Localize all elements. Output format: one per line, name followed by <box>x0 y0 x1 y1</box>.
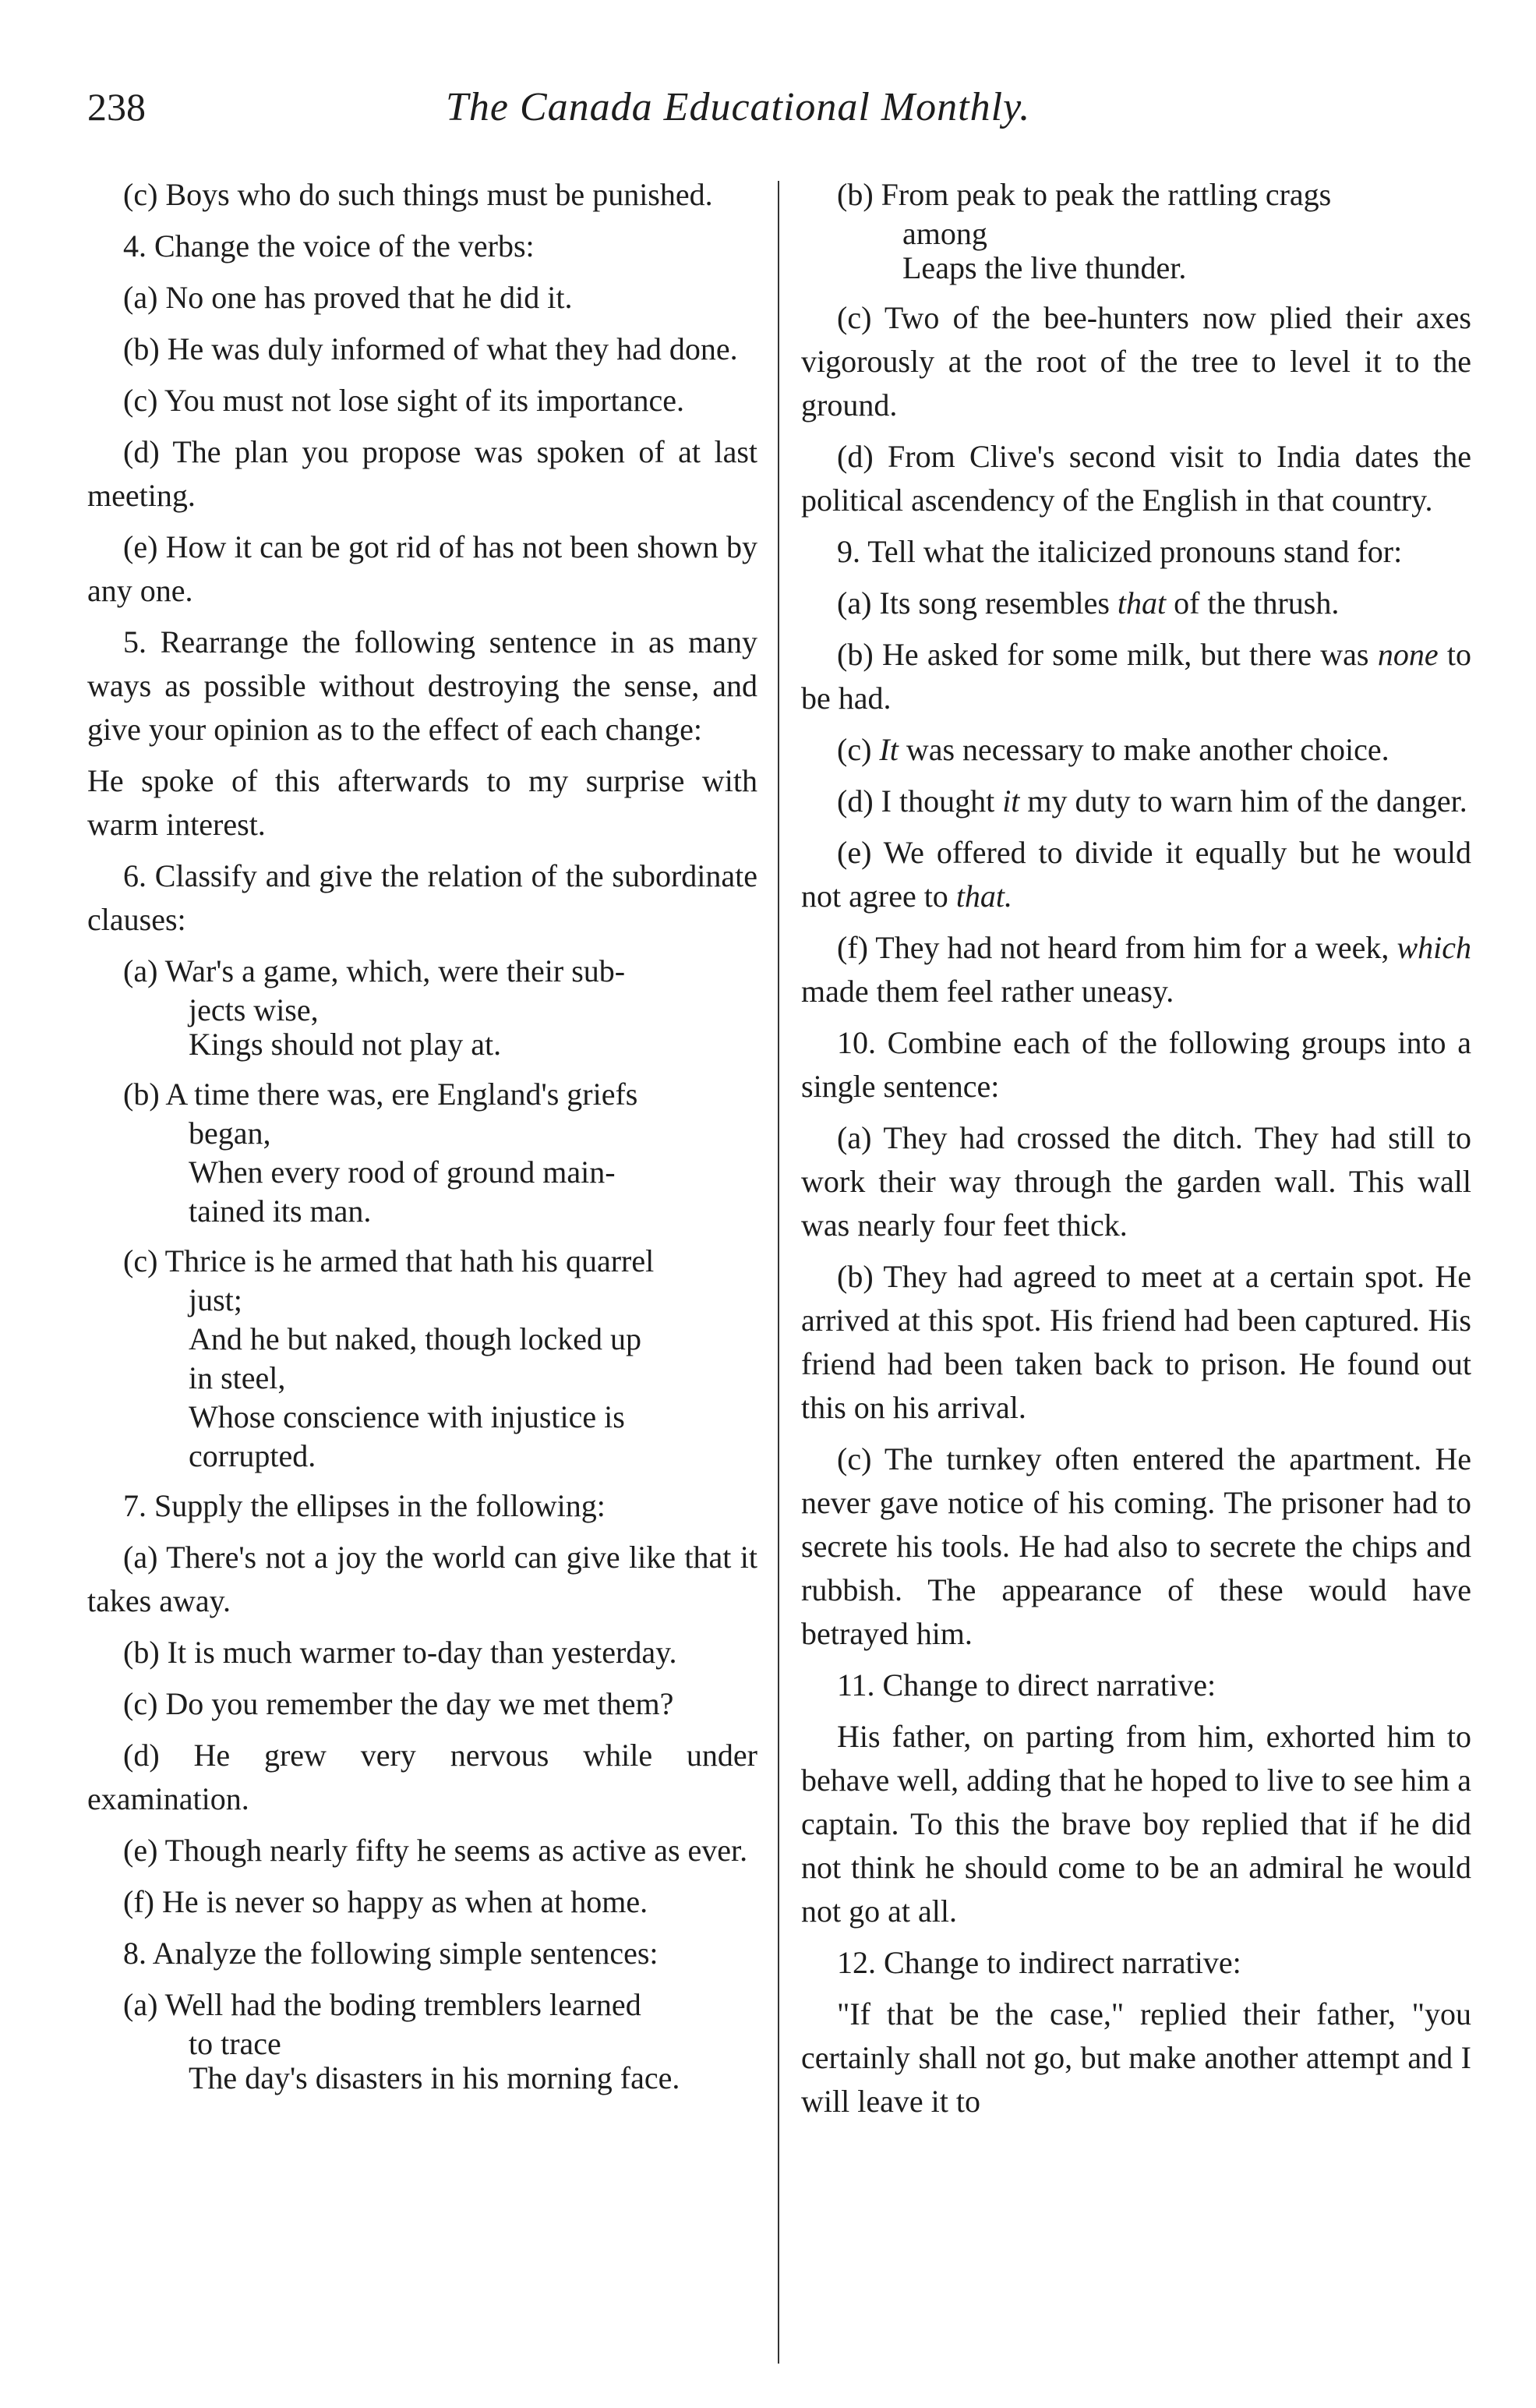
question-9e <box>801 831 1471 918</box>
question-4b: (b) He was duly informed of what they had done. <box>123 331 738 366</box>
question-11: 11. Change to direct narrative: <box>837 1667 1216 1703</box>
question-9: 9. Tell what the italicized pronouns stand for: <box>837 534 1403 569</box>
question-8c: (c) Two of the bee-hunters now plied their axes vigorously at the root of the tree to level it to the ground. <box>801 300 1471 423</box>
verse-8a <box>123 1983 757 2095</box>
question-8: 8. Analyze the following simple sentences: <box>123 1936 659 1971</box>
question-6: 6. Classify and give the relation of the subordinate clauses: <box>87 858 757 937</box>
question-9f <box>801 926 1471 1013</box>
question-10c: (c) The turnkey often entered the apartment. He never gave notice of his coming. The prisoner had to secrete his tools. He had also to secrete the chips and rubbish. The appearance of these would have betrayed him. <box>801 1441 1471 1651</box>
italic-pronoun: which <box>1397 930 1471 965</box>
question-7b: (b) It is much warmer to-day than yesterday. <box>123 1635 677 1670</box>
question-9b <box>801 633 1471 720</box>
verse-6a <box>123 949 757 1062</box>
question-4d: (d) The plan you propose was spoken of at last meeting. <box>87 434 757 513</box>
text-run: of the thrush. <box>1166 585 1340 621</box>
verse-line: to trace <box>189 2026 281 2061</box>
verse-line: just; <box>189 1282 242 1317</box>
question-5: 5. Rearrange the following sentence in as many ways as possible without destroying the sense, and give your opinion as to the effect of each change: <box>87 624 757 747</box>
question-12-text: "If that be the case," replied their father, "you certainly shall not go, but make another attempt and I will leave it to <box>801 1996 1471 2119</box>
text-run: (d) I thought <box>837 783 1003 819</box>
page-number: 238 <box>87 85 146 129</box>
question-9c <box>801 728 1471 772</box>
running-title: The Canada Educational Monthly. <box>446 85 1031 129</box>
right-column <box>801 173 1471 2131</box>
text-run: made them feel rather uneasy. <box>801 974 1174 1009</box>
verse-line: corrupted. <box>189 1438 316 1473</box>
verse-line: (b) From peak to peak the rattling crags <box>837 177 1332 212</box>
page-header <box>87 84 1459 147</box>
left-column <box>87 173 757 2106</box>
verse-line: The day's disasters in his morning face. <box>189 2060 680 2095</box>
question-9d <box>801 780 1471 823</box>
italic-pronoun: that. <box>955 879 1013 914</box>
verse-6b <box>123 1073 757 1229</box>
text-run: (f) They had not heard from him for a week, <box>837 930 1397 965</box>
verse-line: When every rood of ground main- <box>189 1154 616 1190</box>
question-11-text: His father, on parting from him, exhorted him to behave well, adding that he hoped to live to see him a captain. To this the brave boy replied that if he did not think he should come to be an admiral he would not go at all. <box>801 1719 1471 1929</box>
question-9a <box>801 582 1471 625</box>
column-divider <box>778 181 779 2364</box>
question-7c: (c) Do you remember the day we met them? <box>123 1686 674 1721</box>
italic-pronoun: It <box>879 732 899 767</box>
italic-pronoun: none <box>1377 637 1439 672</box>
question-4e: (e) How it can be got rid of has not been shown by any one. <box>87 529 757 608</box>
verse-line: in steel, <box>189 1360 286 1395</box>
question-7d: (d) He grew very nervous while under examination. <box>87 1738 757 1816</box>
italic-pronoun: it <box>1002 783 1020 819</box>
verse-6c <box>123 1239 757 1473</box>
verse-line: tained its man. <box>189 1193 372 1229</box>
verse-line: jects wise, <box>189 992 319 1027</box>
verse-line: (b) A time there was, ere England's griefs <box>123 1077 638 1112</box>
question-4a: (a) No one has proved that he did it. <box>123 280 573 315</box>
text-run: my duty to warn him of the danger. <box>1019 783 1467 819</box>
text-run: (a) Its song resembles <box>837 585 1118 621</box>
question-3c: (c) Boys who do such things must be punished. <box>123 177 713 212</box>
question-12: 12. Change to indirect narrative: <box>837 1945 1241 1980</box>
question-7e: (e) Though nearly fifty he seems as active as ever. <box>123 1833 748 1868</box>
verse-8b <box>837 173 1471 285</box>
verse-line: among <box>902 216 987 251</box>
question-7: 7. Supply the ellipses in the following: <box>123 1488 606 1523</box>
question-4: 4. Change the voice of the verbs: <box>123 228 535 263</box>
text-run: (e) We offered to divide it equally but he would not agree to <box>801 835 1471 914</box>
question-10: 10. Combine each of the following groups into a single sentence: <box>801 1025 1471 1104</box>
question-7a: (a) There's not a joy the world can give like that it takes away. <box>87 1540 757 1618</box>
verse-line: (a) War's a game, which, were their sub- <box>123 953 626 988</box>
question-5-sentence: He spoke of this afterwards to my surprise with warm interest. <box>87 763 757 842</box>
text-run: to be had. <box>801 637 1471 716</box>
question-10b: (b) They had agreed to meet at a certain spot. He arrived at this spot. His friend had been captured. His friend had been taken back to prison. He found out this on his arrival. <box>801 1259 1471 1425</box>
question-4c: (c) You must not lose sight of its importance. <box>123 383 684 418</box>
italic-pronoun: that <box>1117 585 1167 621</box>
text-run: (c) <box>837 732 880 767</box>
verse-line: Kings should not play at. <box>189 1027 502 1062</box>
verse-line: (c) Thrice is he armed that hath his quarrel <box>123 1243 655 1278</box>
text-run: (b) He asked for some milk, but there was <box>837 637 1378 672</box>
verse-line: And he but naked, though locked up <box>189 1321 641 1356</box>
text-run: was necessary to make another choice. <box>898 732 1389 767</box>
verse-line: began, <box>189 1116 271 1151</box>
verse-line: Whose conscience with injustice is <box>189 1399 625 1434</box>
question-8d: (d) From Clive's second visit to India dates the political ascendency of the English in that country. <box>801 439 1471 518</box>
verse-line: (a) Well had the boding tremblers learned <box>123 1987 641 2022</box>
question-7f: (f) He is never so happy as when at home. <box>123 1884 648 1919</box>
question-10a: (a) They had crossed the ditch. They had still to work their way through the garden wall. This wall was nearly four feet thick. <box>801 1120 1471 1243</box>
verse-line: Leaps the live thunder. <box>902 250 1187 285</box>
